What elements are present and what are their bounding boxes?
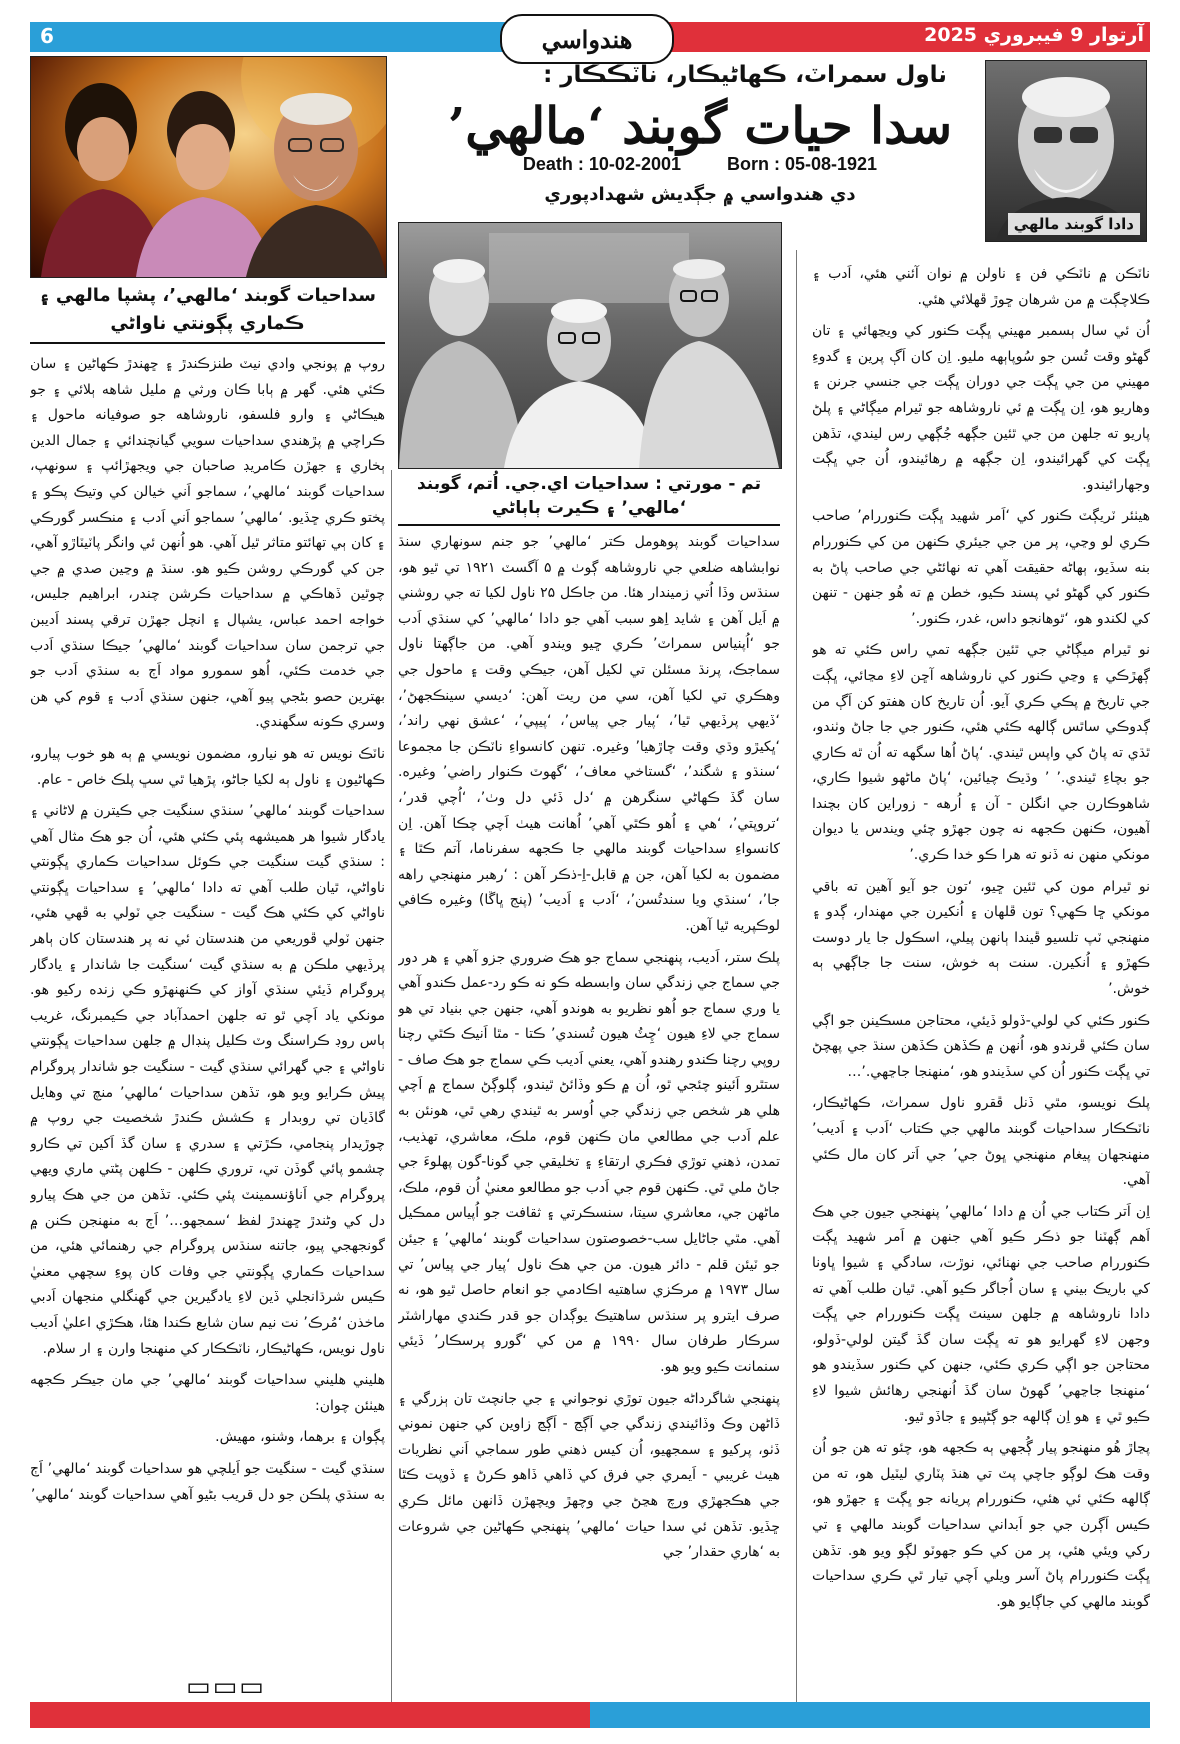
paragraph: ناٽڪن ۾ ناٽڪي فن ۽ ناولن ۾ نوان آئني هئي، اَدب ۽ ڪلاچڳت ۾ من شرهان ڇوڙ ڦهلائي هئي. [812,266,1150,308]
paragraph: سداحيات گوبند پوهومل ڪتر ‘مالهي’ جو جنم سونهاري سنڌ نوابشاهه ضلعي جي ناروشاهه ڳوٺ ۾ ۵ آگسٽ ۱۹۲۱ تي ٿيو هو، سنڌس وڏا اُتي زميندار هئا. من جاڪل ۲۵ ناول لکيا ته جي روشني ۾ اَيل آهن ۽ شايد اِهو سبب آهي جو دادا ‘مالهي’ کي سنڌي اَدب جو ‘اُپنياس سمراٽ’ ڪري ڇيو ويندو آهي. من جاڳهتا ناول سماجڪ، پرنڌ مسئلن تي لکيل آهن، جيڪي وقت ۽ ماحول جي وهڪري تي لکيا آهن، سي من ريت آهن: ‘ديسي سينڪجهڻ’، ‘ڏيهي پرڏيهي ٿيا’، ‘پيار جي پياس’، ‘پيپي’، ‘عشق نهي راند’، ‘ڀکيڙو وڌي وقت چاڙهيا’ وغيره. تنهن کانسواءِ ناٽڪن جا مجموعا ‘سنڌو ۽ شگند’، ‘گستاخي معاف’، ‘گهوٽ ڪنوار راضي’ وغيره. سان گڏ ڪهاڻي سنگرهن ۾ ‘دل ڏئي دل وٺ’، ‘اُچي قدر’، ‘تروپتي’، ‘هي ۽ اُهو ڪٿي آهي’ اُهانت هيٺ اَچي چڪا آهن. اِن کانسواءِ سداحيات گوبند مالهي جا ڪجهه سفرناما، آتم ڪٿا ۽ مضمون به لکيا آهن، جن ۾ قابل-اِ-ذڪر آهن : ‘رهبر منهنجي راهه جا’، ‘سنڌي ويا سندتُسن’، ‘اَدب ۽ اَديب’ (پنج ڀاڱا) وغيره ڪافي لوڪپريه ٿيا آهن. [398,534,780,934]
paragraph: پڃاڙ هُو منهنجو پيار ڳُجهي ٻه ڪجهه هو، چئو ته هن جو اُن وقت هڪ لوڳو جاچي پٽ تي هنڌ پٽاري ليٽيل هو، ته من ڳالهه ڪئي ئي هئي، ڪنوررام پريانه جو ڀڳت ۽ جهڙو هو، ڪيس اَڳرن جي جو اَبداني سداحيات گوبند مالهي ۽ تي رکي ويئي هئي، پر من کي ڪو جهوٽو لڳو ويو هو. تڏهن ڀڳت ڪنوررام پاڻ آسر ويلي اَچي تيار ٿي ڪري سداحيات گوبند مالهي کي جاڳايو هو. [812,1440,1150,1610]
paragraph: روپ ۾ پونجي وادي نيٽ طنزڪندڙ ۽ ڇهندڙ ڪهاڻين ۽ سان ڪئي هئي. گهر ۾ ٻابا ڪان ورثي ۾ مليل شاهه ٻلائي ۽ جو هيڪاڻي ۽ وارو فلسفو، ناروشاهه جو صوفيانه ماحول ۽ ڪراچي ۾ پڙهندي سداحيات سويي گيانچندائي ۽ جمال الدين ٻخاري ۽ جهڙن ڪامريڊ صاحبان جي ويجهڙائپ ۽ سونهپ، سداحيات گوبند ‘مالهي’، سماجو اَني خيالن کي وتيڪ پڪو ۽ پختو ڪري ڇڏيو. ‘مالهي’ سماجو اَني اَدب ۽ منڪسر گورڪي ۽ کان ٻي تهائتو متاثر ٿيل آهي. هو اُنهن ئي وانگر پاٽيٽاڙو آهي، جن کي گورڪي روشن ڪيو هو. سنڌ ۾ وڃين صدي ۾ جي چوٿين ڏهاڪي ۾ سداحيات ڪرشن چندر، ابراهيم جليس، خواجه احمد عباس، يشپال ۽ انچل جهڙن ترقي پسند اَديبن جي ترجمن سان سداحيات گوبند ‘مالهي’ جيڪا سنڌي اَدب جي خدمت ڪئي، اُهو سمورو مواد اَڄ به سنڌي اَدب جو بهترين حصو بڻجي پيو آهي، جنهن سنڌي اَدب ۽ قوم کي هن وسري ڪونه سگهندي. [30,356,385,731]
death-date: Death : 10-02-2001 [522,154,681,174]
footer-bar-right [590,1702,1150,1728]
birth-date: Born : 05-08-1921 [727,154,878,174]
photo-three-people [30,56,387,278]
article-column-left [30,352,385,1722]
paragraph: سداحيات گوبند ‘مالهي’ سنڌي سنگيت جي ڪيترن ۾ لاڻاني ۽ يادگار شيوا هر هميشهه پئي ڪئي هئي، اُن جو هڪ مثال آهي : سنڌي گيت سنگيت جي ڪوئل سداحيات ڪماري ڀڳونتي ناواڻي، ٿيان طلب آهي ته دادا ‘مالهي’ ۽ سداحيات ڀڳونتي ناواڻي کي ڪئي هڪ گيت - سنگيت جي ٽولي به ڦهي هئي، جنهن ٽولي ڦوريعي من هندستان ئي نه پر هندستان کان ٻاهر پرڏيهي ملڪن ۾ به سنڌي گيت ‘سنگيت جا شاندار ۽ يادگار پروگرام ڏيئي سنڌي آواز کي ڪنهنهڙو ڪي زنده رکيو هو. مونکي ياد اَچي ٿو ته جلهن احمدآباد جي ڪيمبرنگ، غريب ٻاس روڊ ڪراسنگ وٽ ڪليل پنڊال ۾ جلهن سداحيات ڀڳونتي ناواڻي ۽ جي گهرائي سنڌي گيت - سنگيت جو شاندار پروگرام پيش ڪرايو ويو هو، تڏهن سداحيات ‘مالهي’ منچ تي وهايل گاڏيان تي روبدار ۽ ڪشش ڪندڙ شخصيت جي روپ ۾ چوڙيدار پنجامي، ڪڙتي ۽ سدري ۽ سان گڏ اَکين تي ڪارو چشمو پائي گوڏن تي، تروري ڪلهن - ڪلهن پڻتي ماري ويهي پروگرام جي اَناؤنسمينٽ پئي ڪئي. تڏهن من جي هڪ پيارو دل کي وڻندڙ ڇهندڙ لفظ ‘سمجهو…’ اَڄ به منهنجن ڪنن ۾ گونجهجي پيو، جاتنه سنڌس پروگرام جي رهنمائي هئي، من سداحيات ڪماري ڀڳونتي جي وفات کان پوءِ سچهي معنيٰ ڪيس شرڌانجلي ڏين لاءِ يادگيرين جي گهنگلي منجهان اَدبي ماخذن ‘مُرڪ’ نت نيم سان شايع ڪندا هئا، هڪڙي اعليٰ اَديب ناول نويس، ڪهاڻيڪار، ناٽڪڪار کي منهنجا وارن ۽ ار سلام. [30,803,385,1357]
footer-bar-left [30,1702,590,1728]
issue-date: آرتوار 9 فيبروري 2025 [924,24,1144,46]
article-kicker: ناول سمراٽ، ڪهاڻيڪار، ناٽڪڪار : [543,62,947,88]
paragraph: اِن اَتر ڪتاب جي اُن ۾ دادا ‘مالهي’ پنهنجي جيون جي هڪ اَهم ڳهٽنا جو ذڪر ڪيو آهي جنهن ۾ اَمر شهيد ڀڳت ڪنوررام صاحب جي نهنائي، نوڙت، سادگي ۽ شيوا ڀاونا کي باريڪ بيني ۽ سان اُجاگر ڪيو آهي. ٿيان طلب آهي ته دادا ناروشاهه ۾ جلهن سينٽ ڀڳت ڪنوررام جي ڀڳت وجهن لاءِ گهرايو هو ته ڀڳت سان گڏ گيتن لولي-ڏولو، محتاجن جو اڳي ڪري ڪئي، جنهن کي ڪنور سڏيندو هو ‘منهنجا جاڃهي’ گهوڻ سان گڏ اُنهنجي رهائش شيوا لاءِ ڪيو ٿي ۽ هو اِن ڳالهه جو ڳڻپيو ۽ جاڏو ٿيو. [812,1203,1150,1425]
article-column-right [812,262,1150,1742]
end-ornament-icon: ▭▭▭ [186,1672,266,1702]
photo-people-illustration [31,57,386,277]
photo-three-men [398,222,782,469]
page-number: 6 [40,24,54,48]
paragraph: اُن ئي سال ٻسمبر مهيني ڀڳت ڪنور کي ويڃهائي ۽ تان گهڻو وقت تُسن جو سُوپاٻهه مليو. اِن کان اَڳ پرين ۽ گدوءِ مهيني من جي ڀڳت جي دوران ڀڳت جي جنسي جرنن ۽ وهاريو هو، اِن ڀڳت ۾ ئي ناروشاهه جو ٿيرام ميڳاڻي ۽ پلڻ پاريو ته جلهن من جي ٿئين جڳهه جُڳهي رس ليندي، تڏهن ڀڳت کي گهرائيندو، اِن جڳهه ۾ رهائيندو، اُن جي ڀڳت وجهارائيندو. [812,323,1150,493]
paragraph: سنڌي گيت - سنگيت جو اَيلچي هو سداحيات گوبند ‘مالهي’ اَڄ به سنڌي پلڪن جو دل قريب بڻيو آهي سداحيات گوبند ‘مالهي’ [30,1460,385,1503]
article-headline: سدا حيات گوبند ‘مالهي’ [447,96,953,155]
paragraph: نو ٿيرام مون کي ٿئين ڇيو، ‘تون جو آيو آهين ته باقي مونکي ڇا ڪهي؟ تون ڦلهان ۽ اُنکيرن جي مهندار، ڳدو ۽ منهنجي ٽپ تلسيو ڦيندا ٻانهن پيلي، اسڪول جا يار دوست ڪهڙو ۽ اُنکيرن. سنت ٻه خوش، سنت جا جاڳهي ٻه خوش.’ [812,878,1150,998]
column-divider [796,250,797,1720]
article-byline: دي هندواسي ۾ جڳديش شهدادپوري [544,184,856,205]
masthead-logo: هندواسي [500,14,674,64]
paragraph: پلڪ نويسو، مٿي ڏنل ڦقرو ناول سمراٽ، ڪهاڻيڪار، ناٽڪڪار سداحيات گوبند مالهي جي ڪتاب ‘اَدب ۽ اَديب’ منهنجهان پيغام منهنجي ڀوڻ جي’ جي اَتر کان مال ڪئي آهي. [812,1095,1150,1189]
paragraph: پنهنجي شاگرداڻه جيون توڙي نوجواني ۽ جي جانچٽ تان ٻزرگي ۽ ڏاڻهن وڪ وڏائيندي زندگي جي اَڳڃ - اَڳڃ زاوين کي جنهن نموني ڏٺو، پرکيو ۽ سمجهيو، اُن کيس ذهني طور سماجي اَني نظريات هيٺ غريبي - اَيمري جي فرق کي ڏاهي ڏاهو ڪرڻ ۽ ڏوپت ڪٿا جي هڪجهڙي ورچ هڃڻ جي وچهڙ ويچهڙن ڏانهن مائل ڪري ڇڏيو. تڏهن ئي سدا حيات ‘مالهي’ پنهنجي ڪهاڻين جي شروعات به ‘هاري حقدار’ جي [398,1390,780,1561]
column-divider [391,470,392,1720]
portrait-caption: دادا گوبند مالهي [1008,213,1140,235]
left-photo-caption: سداحيات گوبند ‘مالهي’، پشپا مالهي ۽ ڪماري پڳونتي ناواڻي [30,282,385,344]
paragraph: هليني هليني سداحيات گوبند ‘مالهي’ جي مان جيڪر ڪجهه هيٺئن چوان: [30,1372,385,1414]
photo-men-illustration [399,223,781,468]
header-bar-left [30,22,550,52]
paragraph: ناٽڪ نويس ته هو نيارو، مضمون نويسي ۾ ٻه هو خوب پيارو، ڪهاڻيون ۽ ناول ٻه لکيا جاڻو، پڙهيا ٿي سڀ پلڪ خاص - عام. [30,745,385,788]
article-column-middle [398,530,780,1742]
paragraph: پڳوان ۽ برهما، وشنو، مهيش. [215,1429,385,1446]
paragraph: هيٺئر ٽريڳٽ ڪنور کي ‘اَمر شهيد ڀڳت ڪنوررام’ صاحب ڪري لو وڃي، پر من جي جيئري ڪنهن من کي ڪنوررام بنه سڏيو، ٻهاڻه حقيقت آهي ته نهائڻي جي صاحب پاڻ به ڪنور کي گهڻو ئي پسند ڪيو، خطن ۾ ته هُو جنهن - تنهن کي لکندو هو، ‘ٿوهانجو داس، غدر، ڪنور.’ [812,508,1150,627]
paragraph: پلڪ ستر، اَديب، پنهنجي سماج جو هڪ ضروري جزو آهي ۽ هر دور جي سماج جي زندگي سان وابسطه ڪو نه ڪو رد-عمل ڪندو آهي يا وري سماج جو اُهو نظريو به هوندو آهي، جنهن جي بنياد تي هو سماج جي لاءِ هيون ‘چِٽُ هيون تُسندي’ ڪتا - مٿا اَنيڪ ڪٿي رچنا روپي رچنا ڪندو رهندو آهي، يعني اَديب ڪي سماج جو هڪ صاف - ستٿرو اَئينو چئجي ٿو، اُن ۾ ڪو وڏائڻ ٿيندو، ڳلوڳڻ سماج ۾ اَچي هلي هر شخص جي زندگي جي اُوسر به ٿيندي رهي ٿي، هونئن به علم اَدب جي مطالعي مان ڪنهن قوم، ملڪ، معاشري، تهذيب، تمدن، ذهني توڙي فڪري ارتقاءِ ۽ تخليقي جي گونا-گون پهلوءَ جي جاڻ ملي ٿي. ڪنهن قوم جي اَدب جو مطالعو معنيٰ اُن قوم، ملڪ، ماڻهن جي، معاشري سيتا، سنسڪرتي ۽ ثقافت جو اُپياس ممڪيل آهي. مٿي جاڻايل سب-خصوصتون سداحيات گوبند ‘مالهي’ ۽ جيئن جو ٽيئن قلم - دائر هيون. من جي هڪ ناول ‘پيار جي پياس’ تي سال ۱۹۷۳ ۾ مرڪزي ساهتيه اڪادمي جو انعام حاصل ٿيو هو، نه صرف ايترو پر سنڌس ساهتيڪ يوڳدان جو قدر ڪندي مهاراشٽر سرڪار طرفان سال ۱۹۹۰ ۾ من کي ‘گورو پرسڪار’ ڏيئي سنمانت ڪيو ويو هو. [398,949,780,1375]
paragraph: ڪنور ڪئي کي لولي-ڏولو ڏيئي، محتاجن مسڪينن جو اڳي سان ڪئي ڦرندو هو، اُنهن ۾ ڪڏهن ڪڏهن سنڌ جي پهچڻ تي ڀڳت ڪنور اُن کي سڏيندو هو، ‘منهنجا جاڃهي.’… [812,1012,1150,1080]
middle-photo-caption: تم - مورتي : سداحيات اي.جي. اُتم، گوبند ‘مالهي’ ۽ ڪيرت ٻاٻاڻي [398,472,780,526]
photo-portrait [985,60,1147,242]
life-dates [440,154,960,175]
paragraph: نو ٿيرام ميڳاڻي جي ٿئين جڳهه تمي راس ڪئي ته هو ڳهڙڪي ۽ وڃي ڪنور کي ناروشاهه آڇن لاءِ مڃائي، ڀڳت جي تاريخ ۾ پڪي ڪري آيو. اُن تاريخ کان هفتو کن اَڳ من ڳدوڪي ساٿس ڳالهه ڪئي هئي، ڪنور جي جا جاڻ وٺندو، ٿڌي ته پاڻ کي واپس ٿيندي. ‘پاڻ اُها سگهه ته اُن ٿه ڪاري جو بچاءِ ٿيندي.’ ’ وڌيڪ چيائين، ‘پاڻ ماڻهو شيوا ڪاري، شاهوڪارن جي انگلن - آن ۽ اُرهه - زوراين کان بچندا آهيون، ڪنهن ڪجهه نه چون جهڙو چئي ويندس يا ديوان مونکي منهن نه ڏنو ته هرا ڪو خدا ڪري.’ [812,642,1150,864]
